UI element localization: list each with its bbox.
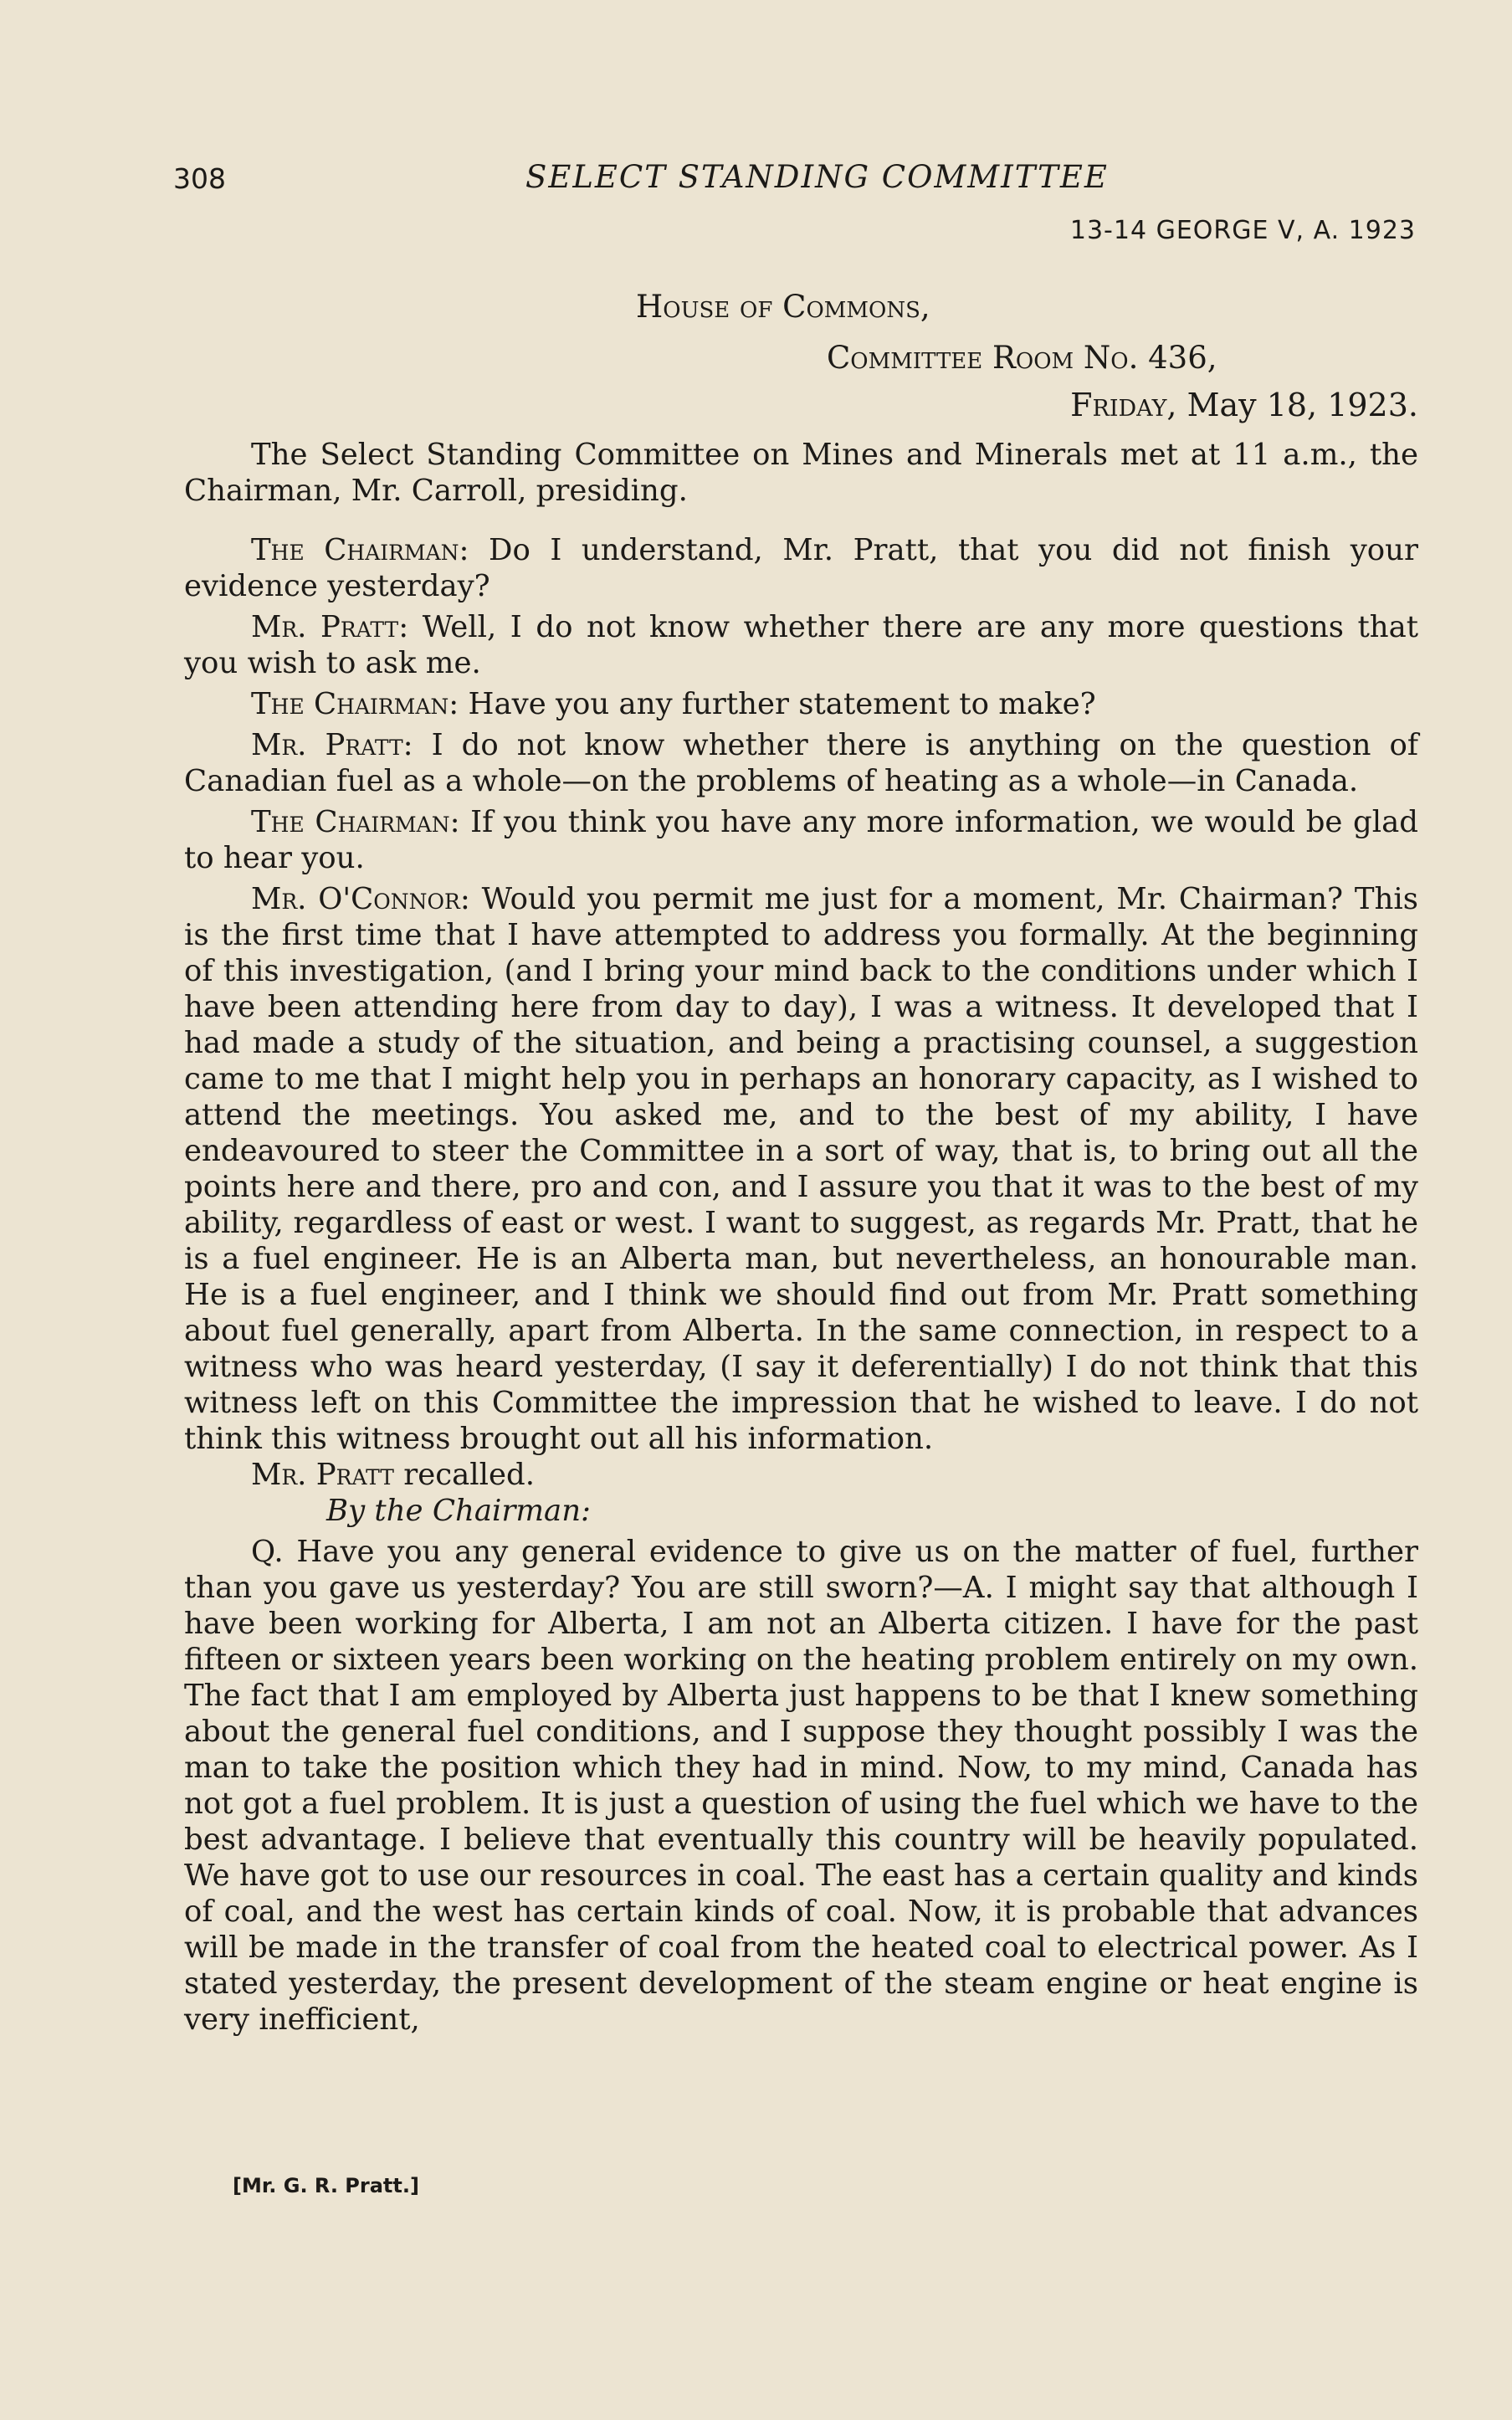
speaker-name: The Chairman xyxy=(251,805,450,839)
speech-text: : Well, I do not know whether there are any more questions that you wish to ask me. xyxy=(184,610,1419,680)
exchange-paragraph xyxy=(184,686,1418,722)
location-house: House of Commons, xyxy=(636,289,930,325)
speaker-name: Mr. Pratt xyxy=(251,728,403,762)
exchange-paragraph xyxy=(184,727,1418,799)
meeting-date xyxy=(1070,387,1418,423)
exchange-paragraph xyxy=(184,881,1418,1457)
meeting-date-rest: , May 18, 1923. xyxy=(1166,387,1418,423)
speaker-name: Mr. O'Connor xyxy=(251,882,460,916)
footer-witness-name: [Mr. G. R. Pratt.] xyxy=(233,2174,419,2197)
speech-text: : I do not know whether there is anything on the question of Canadian fuel as a whole—on the problems of heating as a whole—in Canada. xyxy=(184,728,1418,798)
speech-text: : If you think you have any more information, we would be glad to hear you. xyxy=(184,805,1418,875)
session-reference: 13-14 GEORGE V, A. 1923 xyxy=(1069,216,1416,245)
witness-recalled xyxy=(184,1457,1418,1493)
meeting-day: Friday xyxy=(1070,387,1167,423)
exchange-paragraph xyxy=(184,532,1418,604)
speech-text: : Do I understand, Mr. Pratt, that you did not finish your evidence yesterday? xyxy=(184,533,1418,603)
speaker-name: Mr. Pratt xyxy=(251,610,399,644)
location-room: Committee Room No. 436, xyxy=(827,340,1217,376)
speaker-name: The Chairman xyxy=(251,687,449,721)
exchange-paragraph xyxy=(184,609,1418,681)
examination-heading: By the Chairman: xyxy=(326,1494,592,1528)
recall-text: recalled. xyxy=(393,1458,535,1492)
speaker-name: The Chairman xyxy=(251,533,459,567)
question-answer-paragraph: Q. Have you any general evidence to give us on the matter of fuel, further than you gave us yesterday? You are still sworn?—A. I might say that although I have been working for Alberta, I am not an Alberta citizen. I have for the past fifteen or sixteen years been working on the heating problem entirely on my own. The fact that I am employed by Alberta just happens to be that I knew something about the general fuel conditions, and I suppose they thought possibly I was the man to take the position which they had in mind. Now, to my mind, Canada has not got a fuel problem. It is just a question of using the fuel which we have to the best advantage. I believe that eventually this country will be heavily populated. We have got to use our resources in coal. The east has a certain quality and kinds of coal, and the west has certain kinds of coal. Now, it is probable that advances will be made in the transfer of coal from the heated coal to electrical power. As I stated yesterday, the present development of the steam engine or heat engine is very inefficient, xyxy=(184,1535,1418,2037)
page-number: 308 xyxy=(173,162,226,195)
speech-text: : Have you any further statement to make? xyxy=(448,687,1096,721)
running-title: SELECT STANDING COMMITTEE xyxy=(525,159,1109,195)
opening-paragraph: The Select Standing Committee on Mines and Minerals met at 11 a.m., the Chairman, Mr. Carroll, presiding. xyxy=(184,438,1418,508)
speaker-name: Mr. Pratt xyxy=(251,1458,394,1492)
exchange-paragraph xyxy=(184,804,1418,876)
speech-text: : Would you permit me just for a moment, Mr. Chairman? This is the first time that I have attempted to address you formally. At the beginning of this investigation, (and I bring your mind back to the conditions under which I have been attending here from day to day), I was a witness. It developed that I had made a study of the situation, and being a practising counsel, a suggestion came to me that I might help you in perhaps an honorary capacity, as I wished to attend the meetings. You asked me, and to the best of my ability, I have endeavoured to steer the Committee in a sort of way, that is, to bring out all the points here and there, pro and con, and I assure you that it was to the best of my ability, regardless of east or west. I want to suggest, as regards Mr. Pratt, that he is a fuel engineer. He is an Alberta man, but nevertheless, an honourable man. He is a fuel engineer, and I think we should find out from Mr. Pratt something about fuel generally, apart from Alberta. In the same connection, in respect to a witness who was heard yesterday, (I say it deferentially) I do not think that this witness left on this Committee the impression that he wished to leave. I do not think this witness brought out all his information. xyxy=(184,882,1418,1456)
minutes-body xyxy=(184,437,1418,2038)
